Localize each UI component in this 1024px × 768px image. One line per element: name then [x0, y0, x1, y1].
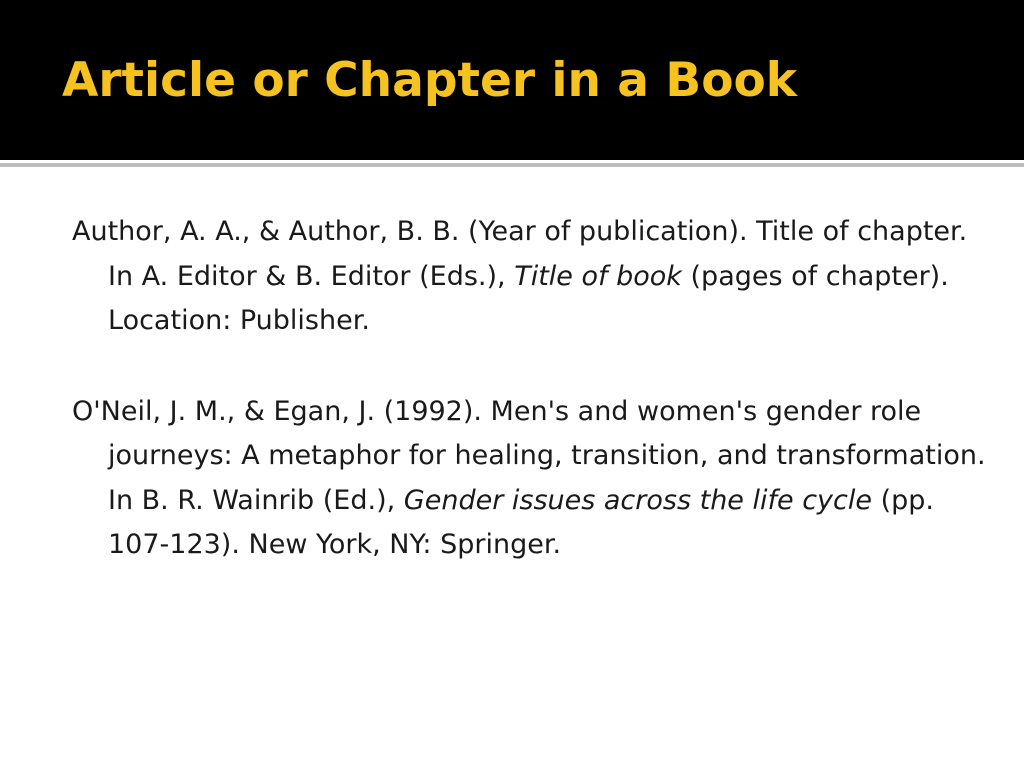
reference-book-title: Title of book	[514, 260, 682, 292]
reference-text: (pages of chapter). Location: Publisher.	[108, 260, 949, 336]
reference-template	[72, 210, 992, 344]
reference-text: Author, A. A., & Author, B. B. (Year of publication). Title of chapter. In A. Editor & B. Editor (Eds.),	[72, 216, 968, 292]
slide-title: Article or Chapter in a Book	[62, 53, 798, 108]
slide-body	[72, 210, 992, 568]
reference-book-title: Gender issues across the life cycle	[403, 484, 872, 516]
reference-text: O'Neil, J. M., & Egan, J. (1992). Men's and women's gender role journeys: A metaphor for healing, transition, and transformation. In B. R. Wainrib (Ed.),	[72, 395, 986, 516]
reference-text: (pp. 107-123). New York, NY: Springer.	[108, 484, 934, 560]
title-divider	[0, 163, 1024, 167]
title-bar	[0, 0, 1024, 160]
reference-example	[72, 390, 992, 568]
